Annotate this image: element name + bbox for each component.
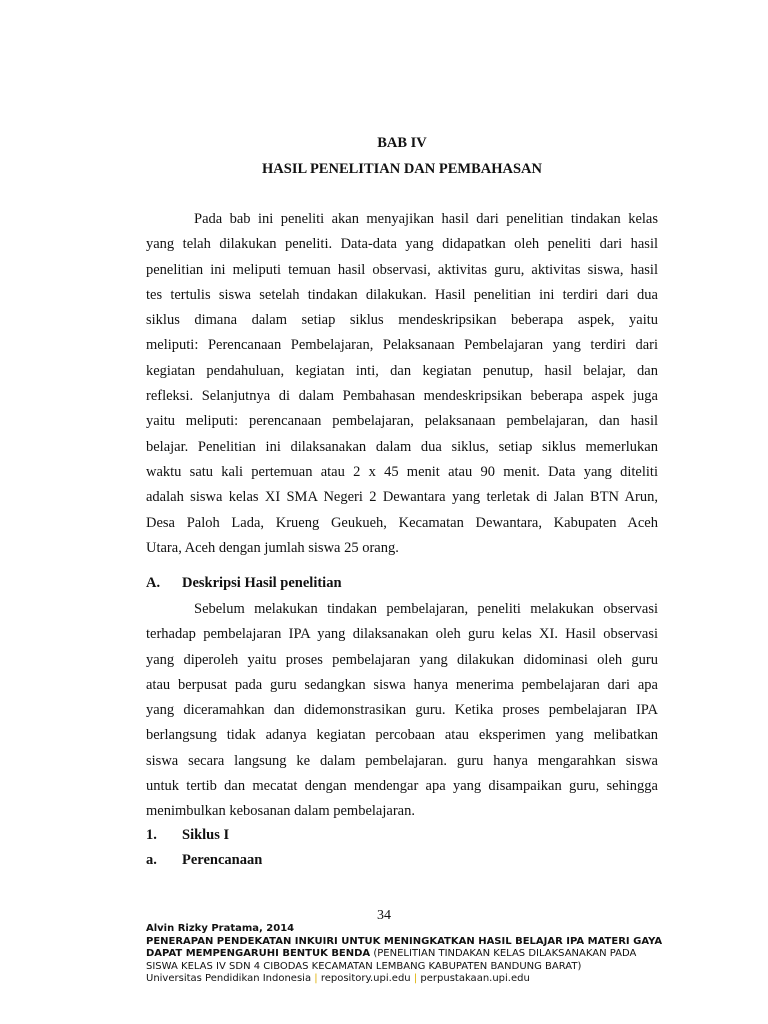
paragraph-line: yang telah dilakukan peneliti. Data-data yang didapatkan oleh peneliti dari hasil — [146, 236, 658, 253]
paragraph-line: Pada bab ini peneliti akan menyajikan hasil dari penelitian tindakan kelas — [194, 211, 658, 227]
footer-repository-link[interactable]: repository.upi.edu — [320, 973, 411, 984]
section-number: 1. — [146, 827, 157, 843]
chapter-number: BAB IV — [377, 135, 427, 151]
paragraph-line: Utara, Aceh dengan jumlah siswa 25 orang. — [146, 539, 399, 556]
paragraph-line: untuk tertib dan mecatat dengan mendengar apa yang disampaikan guru, sehingga — [146, 778, 658, 795]
paragraph-line: siswa secara langsung ke dalam pembelajaran. guru hanya mengarahkan siswa — [146, 752, 658, 769]
footer-title-line-1 — [146, 936, 706, 949]
section-heading-1a — [146, 852, 262, 869]
section-heading-a — [146, 575, 342, 592]
section-number: a. — [146, 852, 157, 868]
footer — [146, 923, 706, 986]
paragraph-line: adalah siswa kelas XI SMA Negeri 2 Dewantara yang terletak di Jalan BTN Arun, — [146, 489, 658, 506]
paragraph-line: kegiatan pendahuluan, kegiatan inti, dan kegiatan penutup, hasil belajar, dan — [146, 362, 658, 379]
footer-title-bold: PENERAPAN PENDEKATAN INKUIRI UNTUK MENINGKATKAN HASIL BELAJAR IPA MATERI GAYA — [146, 935, 663, 947]
paragraph-line: Sebelum melakukan tindakan pembelajaran, peneliti melakukan observasi — [194, 601, 658, 617]
section-heading-1 — [146, 827, 229, 844]
footer-title-line-2 — [146, 948, 706, 961]
paragraph-line: refleksi. Selanjutnya di dalam Pembahasan mendeskripsikan beberapa aspek juga — [146, 388, 658, 405]
footer-title-line-3: SISWA KELAS IV SDN 4 CIBODAS KECAMATAN LEMBANG KABUPATEN BANDUNG BARAT) — [146, 960, 582, 972]
paragraph-line: Desa Paloh Lada, Krueng Geukueh, Kecamatan Dewantara, Kabupaten Aceh — [146, 514, 658, 531]
footer-title-rest: (PENELITIAN TINDAKAN KELAS DILAKSANAKAN PADA — [370, 948, 637, 959]
paragraph-line: waktu satu kali pertemuan atau 2 x 45 menit atau 90 menit. Data yang diteliti — [146, 463, 658, 480]
footer-title-bold: DAPAT MEMPENGARUHI BENTUK BENDA — [146, 948, 371, 959]
paragraph-line: penelitian ini meliputi temuan hasil observasi, aktivitas guru, aktivitas siswa, hasil — [146, 261, 658, 278]
intro-paragraph — [146, 207, 658, 561]
paragraph-line: terhadap pembelajaran IPA yang dilaksanakan oleh guru kelas XI. Hasil observasi — [146, 626, 658, 643]
page-number: 34 — [377, 908, 391, 923]
paragraph-line: berlangsung tidak adanya kegiatan percobaan atau eksperimen yang melibatkan — [146, 727, 658, 744]
footer-library-link[interactable]: perpustakaan.upi.edu — [420, 973, 530, 984]
paragraph-line: atau berpusat pada guru sedangkan siswa hanya menerima pembelajaran dari apa — [146, 676, 658, 693]
section-title: Deskripsi Hasil penelitian — [182, 575, 342, 591]
section-title: Perencanaan — [182, 852, 263, 868]
chapter-title: HASIL PENELITIAN DAN PEMBAHASAN — [262, 161, 542, 177]
section-title: Siklus I — [182, 827, 230, 843]
footer-links — [146, 973, 706, 986]
paragraph-line: yang diperoleh yaitu proses pembelajaran yang dilakukan didominasi oleh guru — [146, 651, 658, 668]
footer-author: Alvin Rizky Pratama, 2014 — [146, 923, 295, 934]
footer-separator: | — [314, 973, 318, 984]
paragraph-line: siklus dimana dalam setiap siklus mendeskripsikan beberapa aspek, yaitu — [146, 312, 658, 329]
paragraph-line: yaitu meliputi: perencanaan pembelajaran, pelaksanaan pembelajaran, dan hasil — [146, 413, 658, 430]
footer-separator: | — [413, 973, 418, 984]
paragraph-line: meliputi: Perencanaan Pembelajaran, Pelaksanaan Pembelajaran yang terdiri dari — [146, 337, 658, 354]
paragraph-line: belajar. Penelitian ini dilaksanakan dalam dua siklus, setiap siklus memerlukan — [146, 438, 658, 455]
footer-university: Universitas Pendidikan Indonesia — [146, 973, 312, 984]
section-a-paragraph — [146, 597, 658, 825]
paragraph-line: yang diceramahkan dan didemonstrasikan guru. Ketika proses pembelajaran IPA — [146, 702, 658, 719]
section-number: A. — [146, 575, 161, 591]
paragraph-line: tes tertulis siswa setelah tindakan dilakukan. Hasil penelitian ini terdiri dari dua — [146, 286, 658, 303]
paragraph-line: menimbulkan kebosanan dalam pembelajaran. — [146, 803, 415, 820]
